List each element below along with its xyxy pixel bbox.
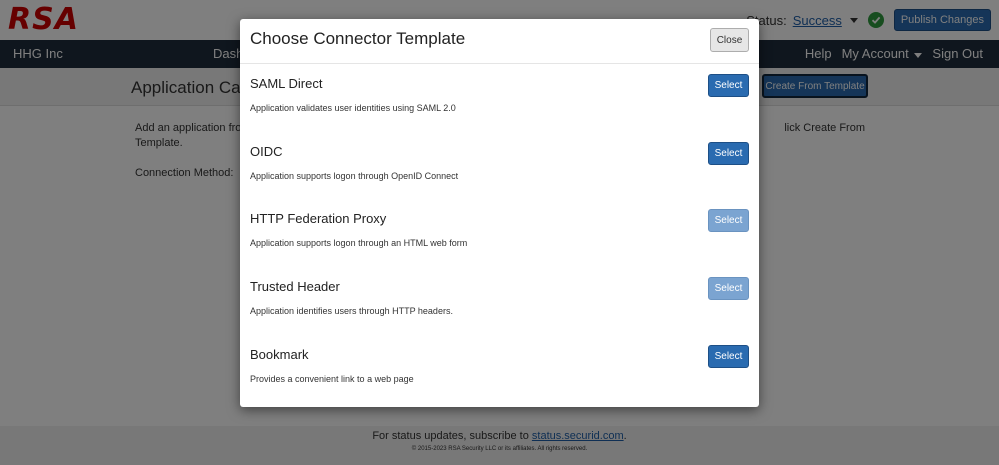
template-description: Application supports logon through OpenID Connect	[250, 171, 459, 181]
template-name: SAML Direct	[250, 76, 323, 91]
select-bookmark-button[interactable]: Select	[708, 345, 749, 368]
template-name: OIDC	[250, 144, 283, 159]
template-trusted-header	[240, 279, 759, 347]
modal-title: Choose Connector Template	[250, 29, 466, 48]
template-http-federation-proxy	[240, 211, 759, 279]
choose-connector-template-dialog	[240, 19, 759, 407]
template-name: Trusted Header	[250, 279, 340, 294]
template-description: Application supports logon through an HTML web form	[250, 238, 468, 248]
template-name: HTTP Federation Proxy	[250, 211, 387, 226]
select-saml-direct-button[interactable]: Select	[708, 74, 749, 97]
select-trusted-header-button[interactable]: Select	[708, 277, 749, 300]
template-description: Application validates user identities using SAML 2.0	[250, 103, 456, 113]
template-description: Application identifies users through HTTP headers.	[250, 306, 453, 316]
template-description: Provides a convenient link to a web page	[250, 374, 414, 384]
select-http-federation-proxy-button[interactable]: Select	[708, 209, 749, 232]
template-name: Bookmark	[250, 347, 309, 362]
template-saml-direct	[240, 76, 759, 144]
close-button[interactable]: Close	[710, 28, 749, 52]
template-oidc	[240, 144, 759, 212]
template-bookmark	[240, 347, 759, 415]
modal-header	[240, 19, 759, 64]
select-oidc-button[interactable]: Select	[708, 142, 749, 165]
